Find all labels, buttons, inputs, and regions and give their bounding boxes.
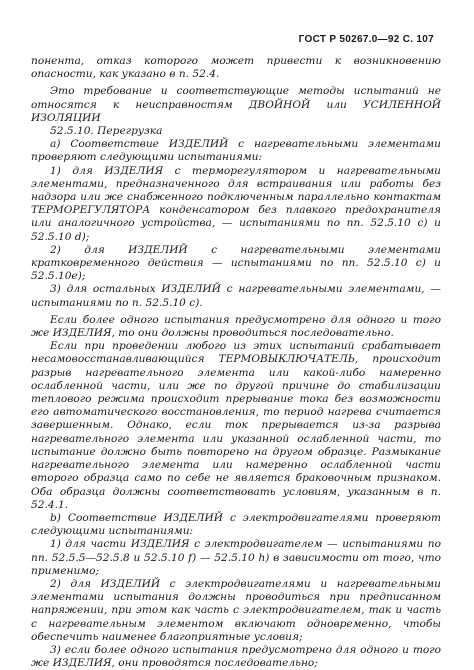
paragraph: а) Соответствие ИЗДЕЛИЙ с нагревательными элементами проверяют следующими испытаниями:	[31, 138, 441, 164]
paragraph: 3) для остальных ИЗДЕЛИЙ с нагревательными элементами, — испытаниями по п. 52.5.10 с).	[31, 283, 441, 309]
paragraph: b) Соответствие ИЗДЕЛИЙ с электродвигателями проверяют следующими испытаниями:	[31, 511, 441, 538]
paragraph: 3) если более одного испытания предусмотрено для одного и того же ИЗДЕЛИЯ, они проводятся последовательно;	[31, 643, 441, 670]
paragraph: Если более одного испытания предусмотрено для одного и того же ИЗДЕЛИЯ, то они должны проводиться последовательно.	[31, 313, 441, 340]
paragraph: 2) для ИЗДЕЛИЙ с нагревательными элементами кратковременного действия — испытаниями по пп. 52.5.10 с) и 52.5.10е);	[31, 243, 441, 283]
paragraph: 1) для ИЗДЕЛИЯ с терморегулятором и нагревательными элементами, предназначенного для встраивания или работы без надзора или же снабженного подключенным параллельно контактам ТЕРМОРЕГУЛЯТОРА конденсатором без плавкого предохранителя или аналогичного устройства, — испытаниями по пп. 52.5.10 с) и 52.5.10 d);	[31, 164, 441, 243]
paragraph: 1) для части ИЗДЕЛИЯ с электродвигателем — испытаниями по пп. 52.5.5—52.5.8 и 52.5.10 f) — 52.5.10 h) в зависимости от того, что применимо;	[31, 538, 441, 577]
paragraph: понента, отказ которого может привести к возникновению опасности, как указано в п. 52.4.	[31, 55, 441, 81]
document-body	[31, 55, 441, 670]
page-header: ГОСТ Р 50267.0—92 С. 107	[298, 34, 434, 45]
paragraph: Если при проведении любого из этих испытаний срабатывает несамовосстанавливающийся ТЕРМОВЫКЛЮЧАТЕЛЬ, происходит разрыв нагревательного элемента или какой-либо намеренно ослабленной части, или же по другой причине до стабилизации теплового режима происходит прерывание тока без возможности его автоматического восстановления, то период нагрева считается завершенным. Однако, если ток прерывается из-за разрыва нагревательного элемента или указанной ослабленной части, то испытание должно быть повторено на другом образце. Размыкание нагревательного элемента или намеренно ослабленной части второго образца само по себе не является браковочным признаком. Оба образца должны соответствовать условиям, указанным в п. 52.4.1.	[31, 340, 441, 511]
paragraph: 2) для ИЗДЕЛИЙ с электродвигателями и нагревательными элементами испытания должны проводиться при предписанном напряжении, при этом как часть с электродвигателем, так и часть с нагревательным элементом включают одновременно, чтобы обеспечить наименее благоприятные условия;	[31, 577, 441, 643]
paragraph: Это требование и соответствующие методы испытаний не относятся к неисправностям ДВОЙНОЙ или УСИЛЕННОЙ ИЗОЛЯЦИИ	[31, 85, 441, 124]
paragraph: 52.5.10. Перегрузка	[50, 125, 163, 138]
